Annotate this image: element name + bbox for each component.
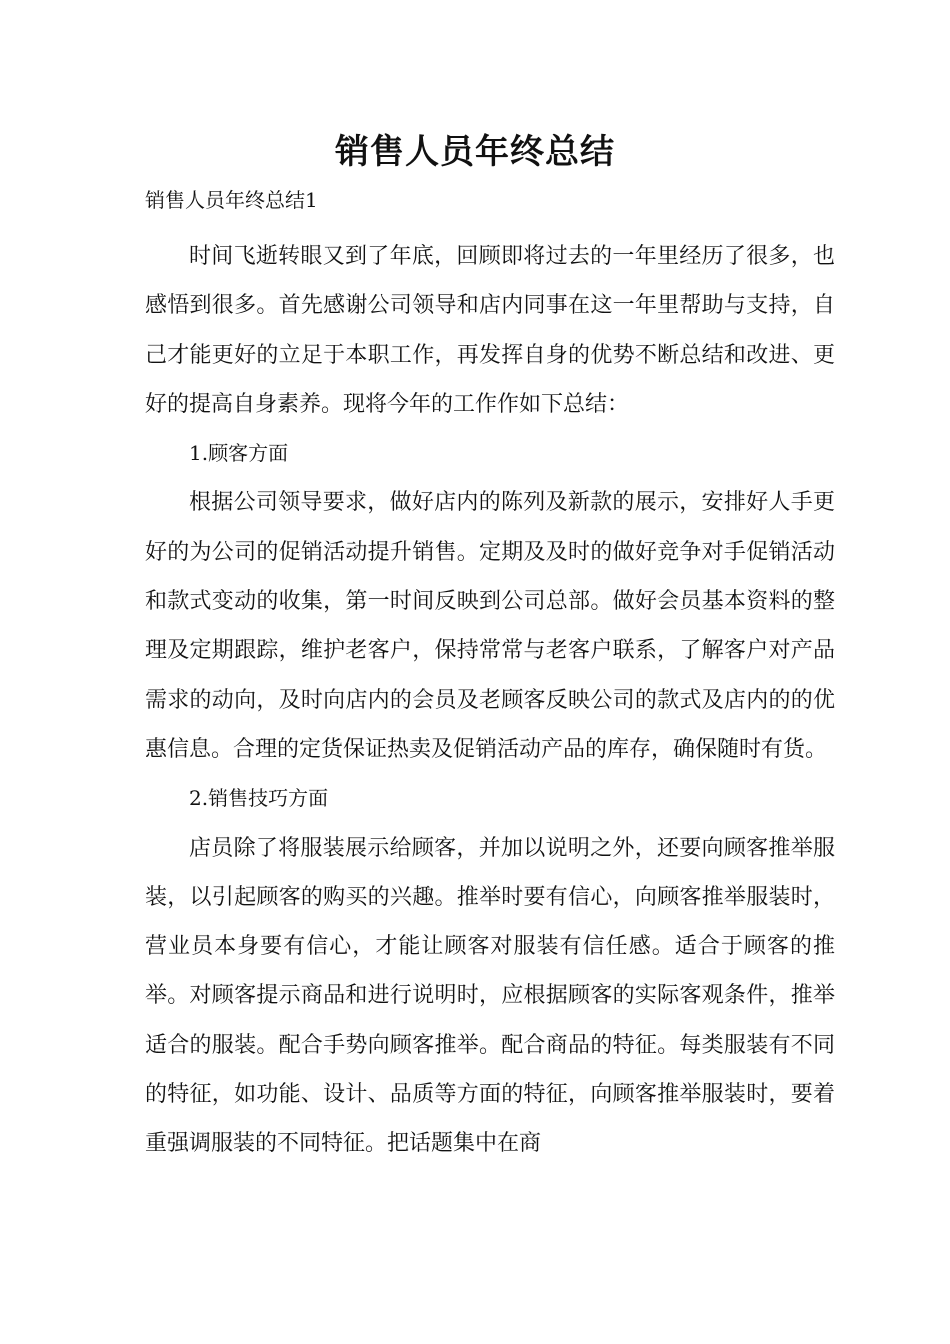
document-subtitle: 销售人员年终总结1 <box>145 188 318 212</box>
section-heading-customers: 1.顾客方面 <box>189 441 289 466</box>
section-heading-sales-skills: 2.销售技巧方面 <box>189 786 329 811</box>
document-body <box>145 232 835 1169</box>
paragraph-sales-skills: 店员除了将服装展示给顾客，并加以说明之外，还要向顾客推举服装，以引起顾客的购买的兴趣。推举时要有信心，向顾客推举服装时，营业员本身要有信心，才能让顾客对服装有信任感。适合于顾客的推举。对顾客提示商品和进行说明时，应根据顾客的实际客观条件，推举适合的服装。配合手势向顾客推举。配合商品的特征。每类服装有不同的特征，如功能、设计、品质等方面的特征，向顾客推举服装时，要着重强调服装的不同特征。把话题集中在商 <box>145 835 835 1157</box>
paragraph-customers: 根据公司领导要求，做好店内的陈列及新款的展示，安排好人手更好的为公司的促销活动提升销售。定期及及时的做好竞争对手促销活动和款式变动的收集，第一时间反映到公司总部。做好会员基本资料的整理及定期跟踪，维护老客户，保持常常与老客户联系，了解客户对产品需求的动向，及时向店内的会员及老顾客反映公司的款式及店内的的优惠信息。合理的定货保证热卖及促销活动产品的库存，确保随时有货。 <box>145 490 835 762</box>
document-title: 销售人员年终总结 <box>335 132 615 172</box>
paragraph-intro: 时间飞逝转眼又到了年底，回顾即将过去的一年里经历了很多，也感悟到很多。首先感谢公司领导和店内同事在这一年里帮助与支持，自己才能更好的立足于本职工作，再发挥自身的优势不断总结和改进、更好的提高自身素养。现将今年的工作作如下总结： <box>145 244 835 417</box>
